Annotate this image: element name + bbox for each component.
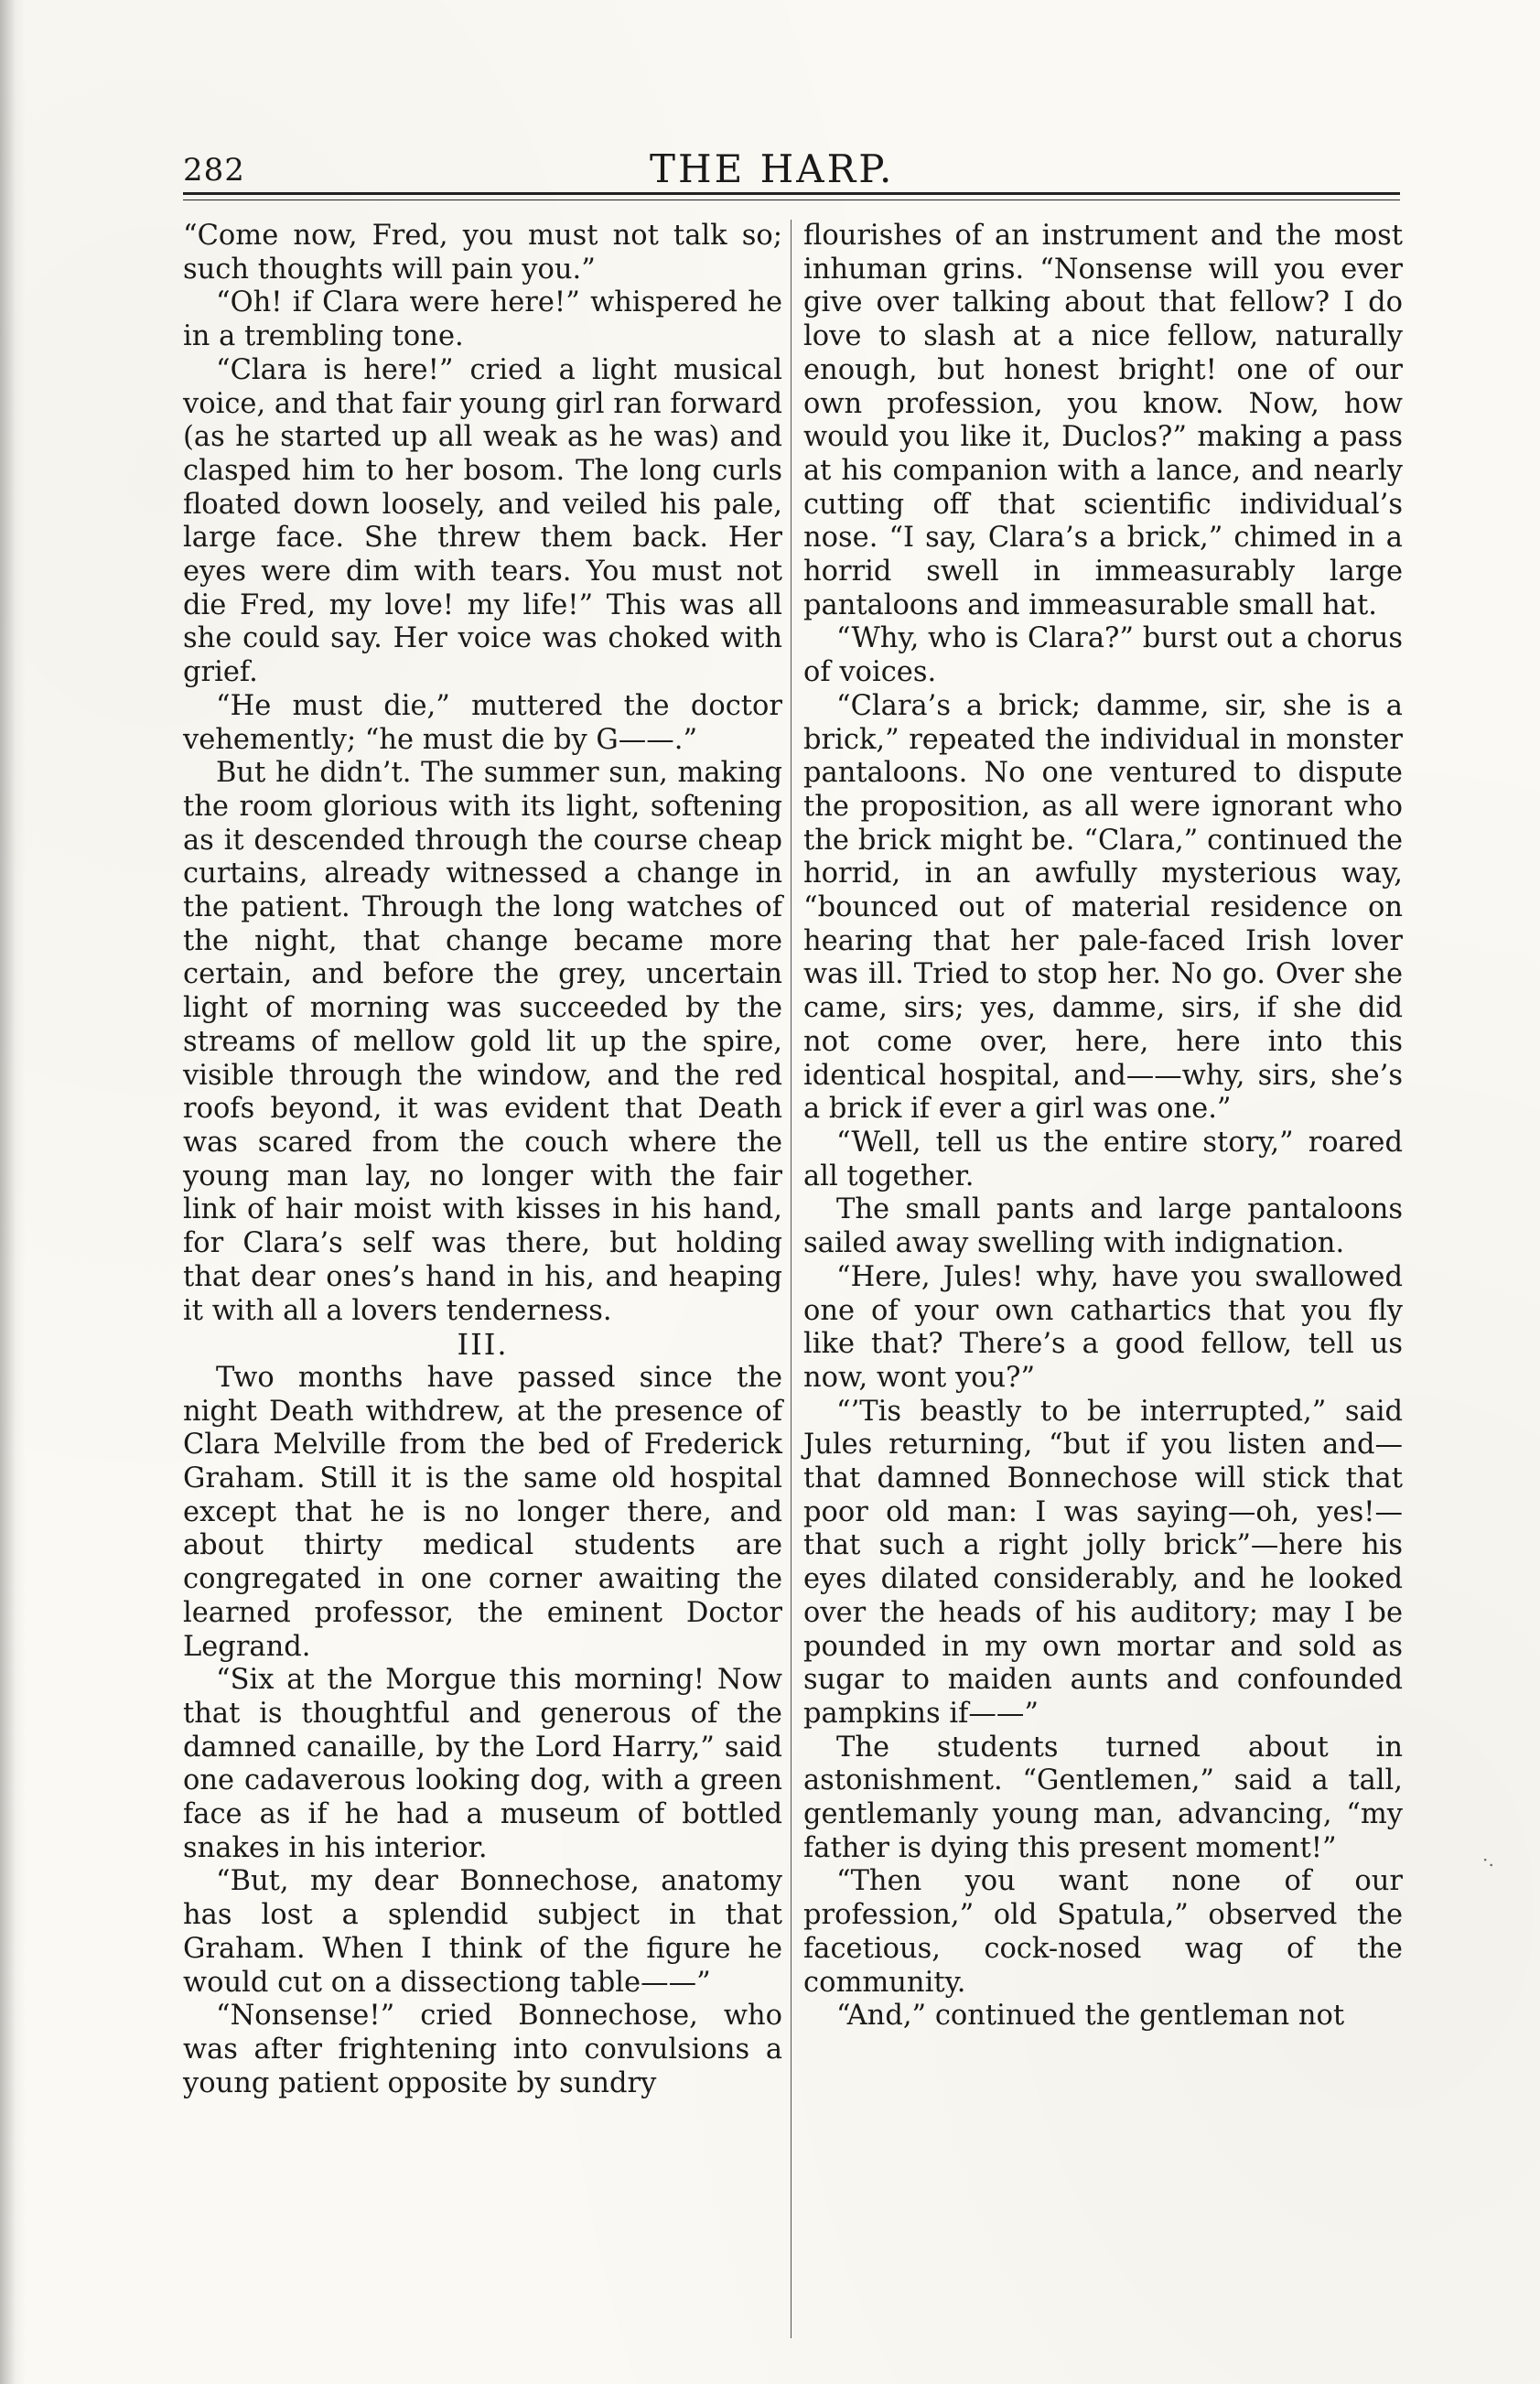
- paragraph: “’Tis beastly to be interrupted,” said Jules returning, “but if you listen and—that damned Bonnechose will stick that poor old man: I was saying—oh, yes!—that such a right jolly brick”—here his eyes dilated considerably, and he looked over the heads of his auditory; may I be pounded in my own mortar and sold as sugar to maiden aunts and confounded pampkins if——”: [803, 1395, 1403, 1730]
- column-divider: [791, 220, 792, 2338]
- page-binding-shadow: [0, 0, 26, 2384]
- paragraph: “Then you want none of our profession,” old Spatula,” observed the facetious, cock-nosed wag of the community.: [803, 1865, 1403, 1999]
- left-column: [183, 220, 782, 2100]
- paragraph: But he didn’t. The summer sun, making the room glorious with its light, softening as it descended through the course cheap curtains, already witnessed a change in the patient. Through the long watches of the night, that change became more certain, and before the grey, uncertain light of morning was succeeded by the streams of mellow gold lit up the spire, visible through the window, and the red roofs beyond, it was evident that Death was scared from the couch where the young man lay, no longer with the fair link of hair moist with kisses in his hand, for Clara’s self was there, but holding that dear ones’s hand in his, and heaping it with all a lovers tenderness.: [183, 757, 782, 1327]
- section-heading: III.: [457, 1327, 509, 1363]
- paragraph: “Here, Jules! why, have you swallowed one of your own cathartics that you fly like that? There’s a good fellow, tell us now, wont you?”: [803, 1260, 1403, 1394]
- print-speck-marks: ·․: [1482, 1849, 1495, 1871]
- right-column: [803, 220, 1403, 2033]
- paragraph: “Why, who is Clara?” burst out a chorus of voices.: [803, 622, 1403, 689]
- journal-title: THE HARP.: [650, 146, 895, 191]
- page-number: 282: [183, 152, 245, 189]
- paragraph: flourishes of an instrument and the most inhuman grins. “Nonsense will you ever give over talking about that fellow? I do love to slash at a nice fellow, naturally enough, but honest bright! one of our own profession, you know. Now, how would you like it, Duclos?” making a pass at his companion with a lance, and nearly cutting off that scientific individual’s nose. “I say, Clara’s a brick,” chimed in a horrid swell in immeasurably large pantaloons and immeasurable small hat.: [803, 220, 1403, 621]
- page-header: [183, 146, 1400, 192]
- paragraph: “And,” continued the gentleman not: [836, 2000, 1345, 2033]
- paragraph: The small pants and large pantaloons sailed away swelling with indignation.: [803, 1193, 1403, 1260]
- paragraph: “Come now, Fred, you must not talk so; such thoughts will pain you.”: [183, 220, 782, 286]
- paragraph: The students turned about in astonishment. “Gentlemen,” said a tall, gentlemanly young man, advancing, “my father is dying this present moment!”: [803, 1731, 1403, 1864]
- paragraph: “Well, tell us the entire story,” roared all together.: [803, 1126, 1403, 1192]
- paragraph: “Clara is here!” cried a light musical voice, and that fair young girl ran forward (as he started up all weak as he was) and clasped him to her bosom. The long curls floated down loosely, and veiled his pale, large face. She threw them back. Her eyes were dim with tears. You must not die Fred, my love! my life!” This was all she could say. Her voice was choked with grief.: [183, 353, 782, 689]
- header-rule-thick: [183, 192, 1400, 195]
- paragraph: “He must die,” muttered the doctor vehemently; “he must die by G——.”: [183, 689, 782, 756]
- paragraph: “Nonsense!” cried Bonnechose, who was after frightening into convulsions a young patient opposite by sundry: [183, 2000, 782, 2099]
- paragraph: “But, my dear Bonnechose, anatomy has lost a splendid subject in that Graham. When I think of the figure he would cut on a dissectiong table——”: [183, 1865, 782, 1999]
- paragraph: “Six at the Morgue this morning! Now that is thoughtful and generous of the damned canaille, by the Lord Harry,” said one cadaverous looking dog, with a green face as if he had a museum of bottled snakes in his interior.: [183, 1664, 782, 1864]
- paragraph: “Clara’s a brick; damme, sir, she is a brick,” repeated the individual in monster pantaloons. No one ventured to dispute the proposition, as all were ignorant who the brick might be. “Clara,” continued the horrid, in an awfully mysterious way, “bounced out of material residence on hearing that her pale-faced Irish lover was ill. Tried to stop her. No go. Over she came, sirs; yes, damme, sirs, if she did not come over, here, here into this identical hospital, and——why, sirs, she’s a brick if ever a girl was one.”: [803, 689, 1403, 1126]
- paragraph: Two months have passed since the night Death withdrew, at the presence of Clara Melville from the bed of Frederick Graham. Still it is the same old hospital except that he is no longer there, and about thirty medical students are congregated in one corner awaiting the learned professor, the eminent Doctor Legrand.: [183, 1361, 782, 1663]
- paragraph: “Oh! if Clara were here!” whispered he in a trembling tone.: [183, 286, 782, 353]
